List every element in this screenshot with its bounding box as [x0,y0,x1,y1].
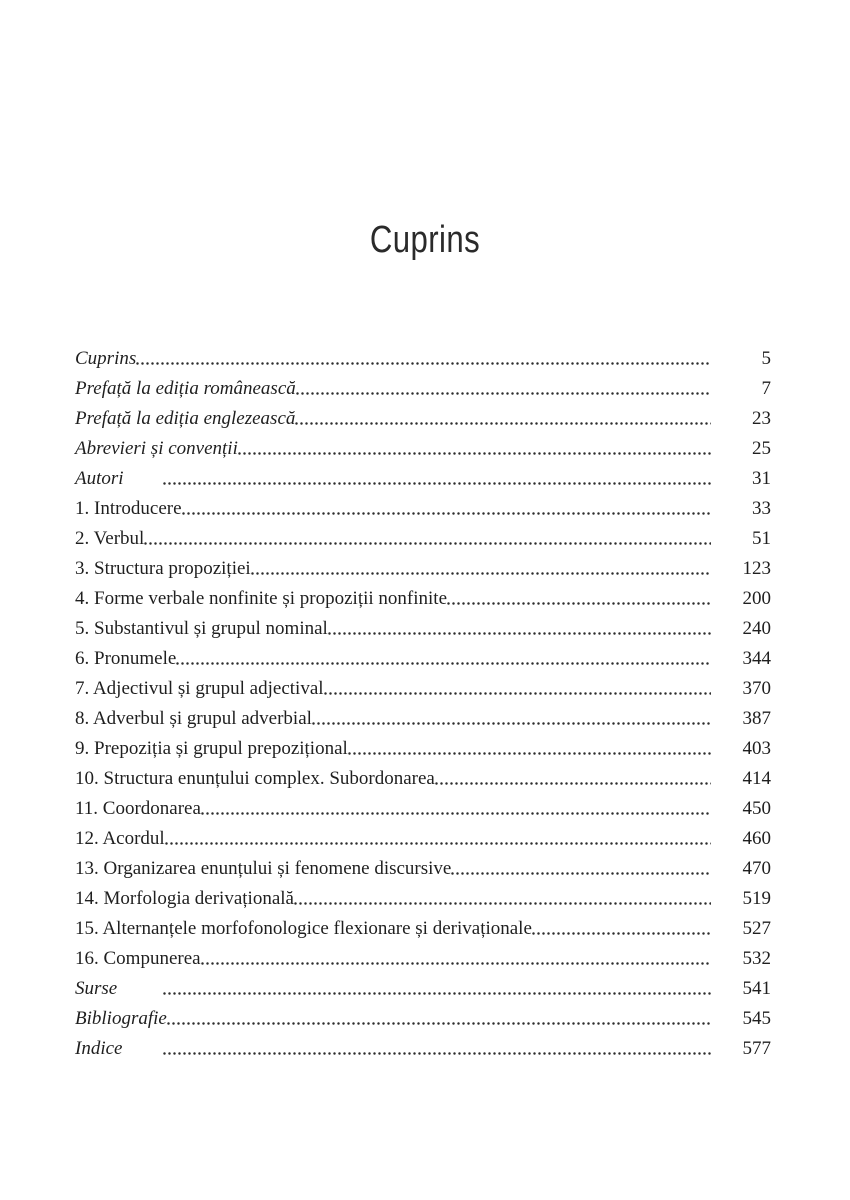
toc-entry-page: 344 [742,648,771,669]
dotted-leader [201,944,711,974]
toc-entry [75,344,771,374]
toc-entry [75,764,771,794]
toc-entry-page: 31 [752,468,771,489]
dotted-leader [163,464,711,494]
toc-entry [75,1004,771,1034]
toc-entry-label: 11. Coordonarea [75,798,201,819]
toc-entry-page: 200 [742,588,771,609]
toc-entry-label: Autori [75,468,124,489]
dotted-leader [294,884,711,914]
toc-entry [75,374,771,404]
toc-entry-page: 527 [742,918,771,939]
toc-entry-page: 470 [742,858,771,879]
toc-entry [75,914,771,944]
toc-entry-page: 545 [742,1008,771,1029]
dotted-leader [296,374,711,404]
toc-entry-page: 123 [742,558,771,579]
toc-entry-label: 8. Adverbul și grupul adverbial [75,708,312,729]
toc-entry-page: 450 [742,798,771,819]
toc-entry-page: 519 [742,888,771,909]
toc-entry-label: 1. Introducere [75,498,182,519]
dotted-leader [144,524,711,554]
toc-entry-page: 7 [761,378,771,399]
toc-entry-label: Indice [75,1038,123,1059]
toc-entry-page: 387 [742,708,771,729]
toc-entry-label: 3. Structura propoziției [75,558,251,579]
toc-entry-page: 532 [742,948,771,969]
toc-entry-label: 6. Pronumele [75,648,177,669]
dotted-leader [165,824,711,854]
toc-entry-label: Surse [75,978,118,999]
dotted-leader [447,584,711,614]
toc-entry-label: Prefață la ediția românească [75,378,296,399]
dotted-leader [312,704,711,734]
toc-entry-label: Cuprins [75,348,137,369]
toc-entry-label: 13. Organizarea enunțului și fenomene discursive [75,858,452,879]
toc-entry [75,974,771,1004]
toc-entry-label: 2. Verbul [75,528,145,549]
dotted-leader [435,764,711,794]
toc-entry-page: 23 [752,408,771,429]
toc-entry [75,644,771,674]
toc-entry-label: 7. Adjectivul și grupul adjectival [75,678,324,699]
dotted-leader [295,404,711,434]
toc-entry [75,854,771,884]
toc-list [75,344,771,1064]
dotted-leader [238,434,711,464]
dotted-leader [182,494,711,524]
dotted-leader [328,614,711,644]
toc-entry-label: 12. Acordul [75,828,165,849]
toc-entry-label: 15. Alternanțele morfofonologice flexionare și derivaționale [75,918,532,939]
toc-entry-page: 403 [742,738,771,759]
toc-entry-label: Abrevieri și convenții [75,438,238,459]
toc-entry-page: 370 [742,678,771,699]
toc-entry-label: 14. Morfologia derivațională [75,888,294,909]
toc-entry-page: 414 [742,768,771,789]
toc-entry [75,734,771,764]
toc-entry [75,704,771,734]
toc-entry-page: 33 [752,498,771,519]
toc-entry [75,1034,771,1064]
toc-entry-page: 240 [742,618,771,639]
dotted-leader [201,794,711,824]
dotted-leader [251,554,711,584]
toc-entry [75,794,771,824]
toc-entry [75,614,771,644]
toc-entry-label: 16. Compunerea [75,948,201,969]
toc-entry-label: 9. Prepoziția și grupul prepozițional [75,738,348,759]
toc-entry-label: 5. Substantivul și grupul nominal [75,618,328,639]
toc-entry-label: 4. Forme verbale nonfinite și propoziții nonfinite [75,588,448,609]
toc-entry-page: 577 [742,1038,771,1059]
toc-entry-page: 51 [752,528,771,549]
dotted-leader [324,674,711,704]
dotted-leader [136,344,711,374]
toc-entry [75,554,771,584]
toc-entry-label: Prefață la ediția englezească [75,408,296,429]
toc-entry [75,464,771,494]
dotted-leader [163,974,711,1004]
toc-entry-label: 10. Structura enunțului complex. Subordonarea [75,768,435,789]
toc-entry [75,434,771,464]
toc-entry [75,884,771,914]
page-title: Cuprins [369,219,481,261]
toc-entry-page: 5 [761,348,771,369]
dotted-leader [163,1034,711,1064]
toc-entry [75,824,771,854]
toc-entry-page: 541 [742,978,771,999]
dotted-leader [532,914,711,944]
toc-entry [75,494,771,524]
dotted-leader [167,1004,711,1034]
toc-entry [75,944,771,974]
toc-entry [75,674,771,704]
toc-entry-page: 460 [742,828,771,849]
toc-entry [75,584,771,614]
toc-entry [75,524,771,554]
dotted-leader [348,734,711,764]
toc-entry-label: Bibliografie [75,1008,167,1029]
toc-entry-page: 25 [752,438,771,459]
dotted-leader [451,854,711,884]
dotted-leader [176,644,711,674]
toc-entry [75,404,771,434]
